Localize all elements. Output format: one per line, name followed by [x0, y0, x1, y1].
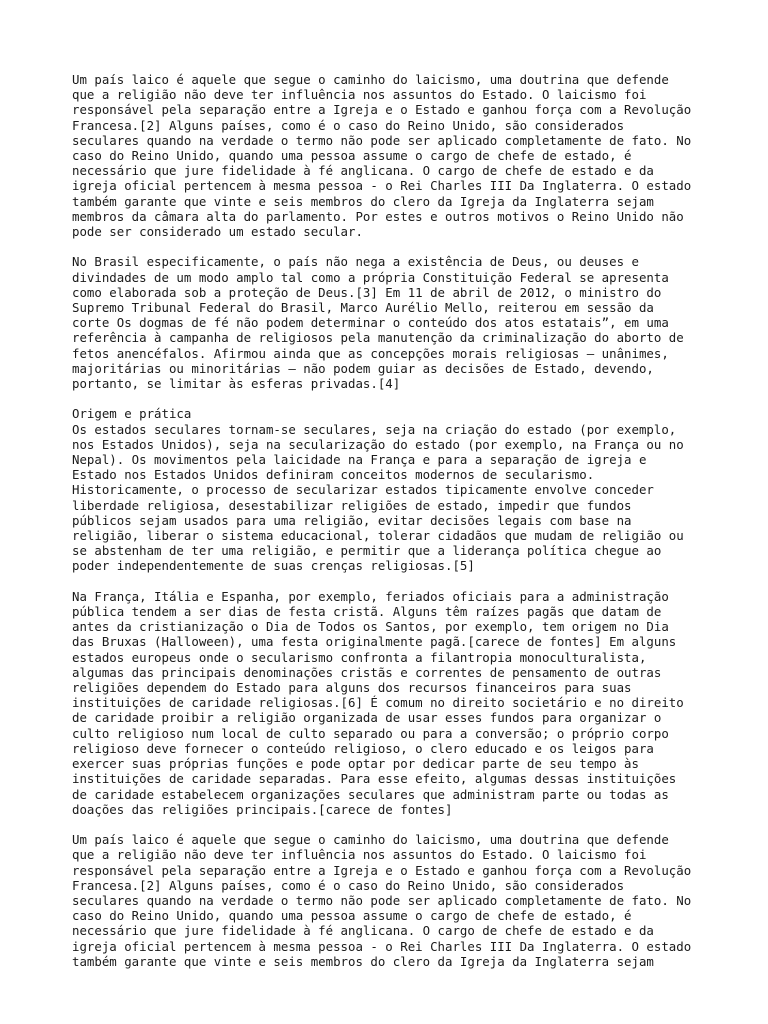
- paragraph-origem: Os estados seculares tornam-se seculares, seja na criação do estado (por exemplo, nos Estados Unidos), seja na secularização do estado (por exemplo, na França ou no Nepal). Os movimentos pela laicidade na França e para a separação de igreja e Estado nos Estados Unidos definiram conceitos modernos de secularismo. Historicamente, o processo de secularizar estados tipicamente envolve conceder liberdade religiosa, desestabilizar religiões de estado, impedir que fundos públicos sejam usados para uma religião, evitar decisões legais com base na religião, liberar o sistema educacional, tolerar cidadãos que mudam de religião ou se abstenham de ter uma religião, e permitir que a liderança política chegue ao poder independentemente de suas crenças religiosas.[5]: [72, 421, 684, 574]
- paragraph-laicismo: Um país laico é aquele que segue o caminho do laicismo, uma doutrina que defende que a religião não deve ter influência nos assuntos do Estado. O laicismo foi responsável pela separação entre a Igreja e o Estado e ganhou força com a Revolução Francesa.[2] Alguns países, como é o caso do Reino Unido, são considerados seculares quando na verdade o termo não pode ser aplicado completamente de fato. No caso do Reino Unido, quando uma pessoa assume o cargo de chefe de estado, é necessário que jure fidelidade à fé anglicana. O cargo de chefe de estado e da igreja oficial pertencem à mesma pessoa - o Rei Charles III Da Inglaterra. O estado também garante que vinte e seis membros do clero da Igreja da Inglaterra sejam membros da câmara alta do parlamento. Por estes e outros motivos o Reino Unido não pode ser considerado um estado secular.: [72, 72, 692, 240]
- paragraph-brasil: No Brasil especificamente, o país não nega a existência de Deus, ou deuses e divindades de um modo amplo tal como a própria Constituição Federal se apresenta como elaborada sob a proteção de Deus.[3] Em 11 de abril de 2012, o ministro do Supremo Tribunal Federal do Brasil, Marco Aurélio Mello, reiterou em sessão da corte Os dogmas de fé não podem determinar o conteúdo dos atos estatais”, em uma referência à campanha de religiosos pela manutenção da criminalização do aborto de fetos anencéfalos. Afirmou ainda que as concepções morais religiosas — unânimes, majoritárias ou minoritárias — não podem guiar as decisões de Estado, devendo, portanto, se limitar às esferas privadas.[4]: [72, 254, 684, 392]
- paragraph-feriados: Na França, Itália e Espanha, por exemplo, feriados oficiais para a administração pública tendem a ser dias de festa cristã. Alguns têm raízes pagãs que datam de antes da cristianização o Dia de Todos os Santos, por exemplo, tem origem no Dia das Bruxas (Halloween), uma festa originalmente pagã.[carece de fontes] Em alguns estados europeus onde o secularismo confronta a filantropia monoculturalista, algumas das principais denominações cristãs e correntes de pensamento de outras religiões dependem do Estado para alguns dos recursos financeiros para suas instituições de caridade religiosas.[6] É comum no direito societário e no direito de caridade proibir a religião organizada de usar esses fundos para organizar o culto religioso num local de culto separado ou para a conversão; o próprio corpo religioso deve fornecer o conteúdo religioso, o clero educado e os leigos para exercer suas próprias funções e pode optar por dedicar parte de seu tempo às instituições de caridade separadas. Para esse efeito, algumas dessas instituições de caridade estabelecem organizações seculares que administram parte ou todas as doações das religiões principais.[carece de fontes]: [72, 588, 684, 817]
- document-page: [72, 72, 712, 984]
- paragraph-laicismo-repeat: Um país laico é aquele que segue o caminho do laicismo, uma doutrina que defende que a religião não deve ter influência nos assuntos do Estado. O laicismo foi responsável pela separação entre a Igreja e o Estado e ganhou força com a Revolução Francesa.[2] Alguns países, como é o caso do Reino Unido, são considerados seculares quando na verdade o termo não pode ser aplicado completamente de fato. No caso do Reino Unido, quando uma pessoa assume o cargo de chefe de estado, é necessário que jure fidelidade à fé anglicana. O cargo de chefe de estado e da igreja oficial pertencem à mesma pessoa - o Rei Charles III Da Inglaterra. O estado também garante que vinte e seis membros do clero da Igreja da Inglaterra sejam: [72, 832, 692, 969]
- section-heading: Origem e prática: [72, 406, 192, 422]
